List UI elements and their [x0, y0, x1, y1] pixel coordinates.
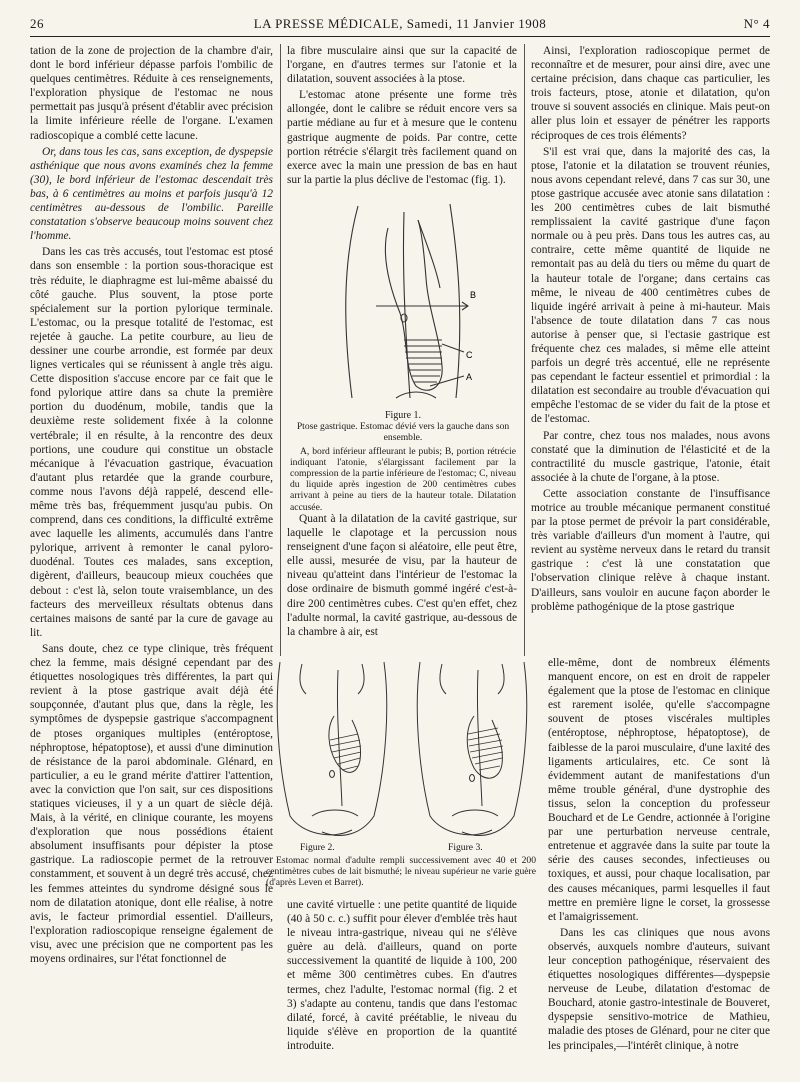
page-number: 26	[30, 16, 44, 31]
column-3-top	[531, 44, 770, 654]
col1-paragraph-3: Dans les cas très accusés, tout l'estomac est ptosé dans son ensemble : la portion sous-thoracique est très réduite, le diaphragme est lui-même abaissé du côté gauche. Plus souvent, la ptose porte spécialement sur la portion pylorique terminale. L'estomac, ou la presque totalité de l'estomac, est rejetée à gauche. La petite courbure, au lieu de dessiner une courbe arrondie, est formée par deux lignes verticales qui se réunissent à angle très aigu. Cette disposition s'accuse encore par ce fait que le fond pylorique attire dans sa chute la première portion du duodénum, mobile, tandis que la deuxième reste solidement fixée à la colonne vertébrale; il en résulte, à la rencontre des deux portions, une coudure qui constitue un obstacle mécanique à l'évacuation gastrique, évacuation d'autant plus retardée que la grande courbure, comme nous l'avons déjà rappelé, descend elle-même très bas, fréquemment jusqu'au pubis. On comprend, dans ces conditions, la difficulté extrême avec laquelle les aliments, accumulés dans l'antre pylorique, arrivent à remonter le canal pyloro-duodénal. Toutes ces malades, sans exception, digèrent, d'ailleurs, beaucoup mieux couchées que debout : c'est là, selon toute vraisemblance, un des facteurs des merveilleux résultats obtenus dans certaines maisons de santé par la cure de gavage au lit.	[30, 246, 273, 639]
col3-paragraph-5: elle-même, dont de nombreux éléments manquent encore, on est en droit de rappeler également que la ptose de l'estomac en clinique est rarement isolée, qu'elle s'accompagne souvent de ptoses viscérales multiples (entéroptose, néphroptose, hépatoptose), de faiblesse de la paroi musculaire, d'une laxité des ligaments articulaires, etc. Ce sont là évidemment autant de manifestations d'un même trouble général, d'une dystrophie des tissus, selon la conception du professeur Bouchard et de Le Gendre, actionnée à l'origine par une perturbation nerveuse centrale, entretenue et aggravée dans la suite par toute la série des causes secondes, infectieuses ou toxiques, et aussi, pour chaque localisation, par des causes mécaniques, parmi lesquelles il faut mettre en première ligne le corset, la grossesse et l'amaigrissement.	[548, 657, 770, 923]
col3-paragraph-4: Cette association constante de l'insuffisance motrice au trouble mécanique permanent constitué par la ptose permet de prévoir la part considérable, très variable d'ailleurs d'un moment à l'autre, qui revient au système nerveux dans le retard du transit gastrique : c'est là une constatation que l'observation clinique relève à chaque instant. D'ailleurs, sans vouloir en aucune façon aborder le problème pathogénique de la ptose gastrique	[531, 487, 770, 613]
page-header	[30, 14, 770, 36]
col2-paragraph-2: L'estomac atone présente une forme très allongée, dont le calibre se réduit encore vers sa partie médiane au fur et à mesure que le contenu gastrique augmente de poids. Par contre, cette portion rétrécie s'élargit très facilement quand on exerce avec la main une pression de bas en haut sur la partie la plus déclive de l'estomac (fig. 1).	[287, 89, 517, 186]
column-1	[30, 44, 273, 1074]
figure-1-illustration	[318, 198, 498, 408]
fig1-pubis-curve	[396, 392, 436, 398]
col1-paragraph-4: Sans doute, chez ce type clinique, très fréquent chez la femme, mais désigné cependant par des étiquettes nosologiques très différentes, la part qui revient à la ptose gastrique avait déjà été soupçonnée, d'autant plus que, dans la règle, les symptômes de dyspepsie gastrique s'accompagnent de ptoses organiques multiples (entéroptose, néphroptose, hépatoptose), et aussi d'une diminution de résistance de la paroi abdominale. Glénard, en particulier, a eu le grand mérite d'attirer l'attention, avec la conviction que l'on sait, sur ces dispositions statiques vicieuses, il y a un quart de siècle déjà. Mais, à la vérité, en clinique courante, les moyens d'exploration que nous possédions étaient absolument insuffisants pour dépister la ptose gastrique. La radioscopie permet de la retrouver constamment, et souvent à un degré très accusé, chez les femmes atteintes du syndrome désigné sous le nom de dilatation atonique, dont elle réalise, à notre avis, le facteur primordial essentiel. D'ailleurs, l'exploration radioscopique renseigne également de visu, avec une précision que ne comportent pas les moyens ordinaires, sur l'état fonctionnel de	[30, 642, 273, 965]
column-separator-2	[524, 44, 525, 656]
figures-2-3-caption: Estomac normal d'adulte rempli successivement avec 40 et 200 centimètres cubes de lait bismuthé; le niveau supérieur ne varie guère (d'après Leven et Barret).	[266, 855, 536, 889]
journal-title: LA PRESSE MÉDICALE, Samedi, 11 Janvier 1908	[253, 16, 547, 31]
figure-1-title: Figure 1.	[384, 410, 422, 421]
fig1-label-c: C	[466, 350, 473, 360]
header-rule	[30, 36, 770, 37]
column-3-bottom	[548, 656, 770, 1074]
figure-1-caption-title: Ptose gastrique. Estomac dévié vers la gauche dans son ensemble.	[296, 421, 510, 444]
column-2-bottom	[287, 898, 517, 1074]
fig1-label-a: A	[466, 372, 473, 382]
col1-paragraph-2: Or, dans tous les cas, sans exception, de dyspepsie asthénique que nous avons examinés chez la femme (30), le bord inférieur de l'estomac descendait très bas, à 6 centimètres au moins et parfois jusqu'à 12 centimètres au-dessous de l'ombilic. Pareille constatation s'observe beaucoup moins souvent chez l'homme.	[30, 145, 273, 243]
figure-1-caption	[290, 410, 516, 513]
col3-paragraph-1: Ainsi, l'exploration radioscopique permet de reconnaître et de mesurer, pour ainsi dire, avec une certaine précision, dans chaque cas particulier, les trois facteurs, ptose, atonie et dilatation, qu'on trouve si souvent associés en clinique. Mais peut-on aller plus loin et essayer de pénétrer les rapports réciproques de ces trois éléments?	[531, 45, 770, 142]
col3-paragraph-6: Dans les cas cliniques que nous avons observés, auxquels nombre d'auteurs, suivant leur conception pathogénique, réservaient des étiquettes nosologiques différentes—dyspepsie nerveuse de Leube, dilatation d'estomac de Bouchard, atonie gastro-intestinale de Bouveret, dyspepsie sensitivo-motrice de Mathieu, maladie des ptoses de Glénard, pour ne citer que les principales,—l'intérêt clinique, à notre	[548, 926, 770, 1052]
fig1-liquid-hatching	[404, 340, 442, 382]
fig1-stomach-outline	[385, 220, 442, 390]
figures-2-3-titles	[262, 842, 540, 854]
fig1-leader-a	[430, 376, 464, 386]
figures-2-3-illustration	[262, 656, 540, 846]
figure-3-drawing	[417, 662, 527, 835]
col3-paragraph-3: Par contre, chez tous nos malades, nous avons constaté que la diminution de l'élasticité et de la contractilité du muscle gastrique, l'atonie, était associée à la chute de l'organe, à la ptose.	[531, 429, 770, 484]
column-2-top	[287, 44, 517, 194]
fig1-label-b: B	[470, 290, 477, 300]
column-2-middle	[287, 512, 517, 654]
figure-2-title: Figure 2.	[300, 842, 335, 853]
fig2-liquid-hatching	[330, 734, 361, 770]
figure-2-drawing	[277, 662, 387, 835]
fig1-trunk-left	[346, 206, 358, 398]
figure-1-caption-body: A, bord inférieur affleurant le pubis; B, portion rétrécie indiquant l'atonie, s'élargissant facilement par la compression de la partie inférieure de l'estomac; C, niveau du liquide après ingestion de 200 centimètres cubes arrivant à peine au tiers de la hauteur totale. Dilatation accusée.	[290, 445, 516, 513]
col2-paragraph-4: une cavité virtuelle : une petite quantité de liquide (40 à 50 c. c.) suffit pour élever d'emblée très haut le niveau intra-gastrique, niveau qui ne s'élève guère au delà. d'ailleurs, quand on porte successivement la quantité de liquide à 100, 200 et même 300 centimètres cubes. En d'autres termes, chez l'adulte, l'estomac normal (fig. 2 et 3) s'adapte au contenu, tandis que dans l'estomac dilaté, forcé, à cavité préétablie, le niveau du liquide s'élève en proportion de la quantité introduite.	[287, 899, 517, 1052]
col2-paragraph-3: Quant à la dilatation de la cavité gastrique, sur laquelle le clapotage et la percussion nous renseignent d'une façon si aléatoire, elle peut être, elle aussi, mesurée de visu, par la hauteur de niveau qu'atteint dans l'intérieur de l'estomac la dose ordinaire de bismuth gommé ingéré c'est-à-dire 200 centimètres cubes. C'est qu'en effet, chez l'adulte normal, la cavité gastrique, au-dessous de la chambre à air, est	[287, 513, 517, 638]
figure-3-title: Figure 3.	[448, 842, 483, 853]
col2-paragraph-1: la fibre musculaire ainsi que sur la capacité de l'organe, en d'autres termes sur l'atonie et la dilatation, souvent associées à la ptose.	[287, 45, 517, 86]
fig3-liquid-hatching	[468, 728, 503, 770]
column-separator-1	[280, 44, 281, 656]
fig1-leader-c	[442, 344, 464, 352]
issue-number: N° 4	[743, 16, 770, 31]
fig1-trunk-right	[450, 204, 460, 398]
col3-paragraph-2: S'il est vrai que, dans la majorité des cas, la ptose, l'atonie et la dilatation se trouvent réunies, nous avons cependant relevé, dans 7 cas sur 30, une ptose gastrique accusée avec atonie sans dilatation : les 200 centimètres cubes de lait bismuthé remplissaient la cavité gastrique d'une façon normale ou à peu près. Dans tous les autres cas, au contraire, cette même quantité de liquide ne remontait pas au delà du tiers ou même du quart de la hauteur totale de l'organe; dans certains cas même, le niveau de 400 centimètres cubes de liquide ingéré arrivait à peine à mi-hauteur. Mais l'absence de toute dilatation dans 7 cas nous autorise à penser que, si l'ectasie gastrique est fréquente chez ces malades, si même elle atteint parfois un degré très accentué, elle ne représente pas cependant le facteur essentiel et primordial : la dilatation est secondaire au trouble d'évacuation qui empêche l'estomac de se vider du fait de la ptose et de l'estomac.	[531, 145, 770, 426]
fig1-duodenum	[418, 220, 440, 288]
col1-paragraph-1: tation de la zone de projection de la chambre d'air, dont le bord inférieur dépasse parfois l'ombilic de quelques centimètres. Réduite à ces renseignements, l'exploration physique de l'estomac ne nous permettait pas jusqu'à présent d'établir avec précision la limite inférieure réelle de l'organe. L'examen radioscopique a comblé cette lacune.	[30, 45, 273, 142]
